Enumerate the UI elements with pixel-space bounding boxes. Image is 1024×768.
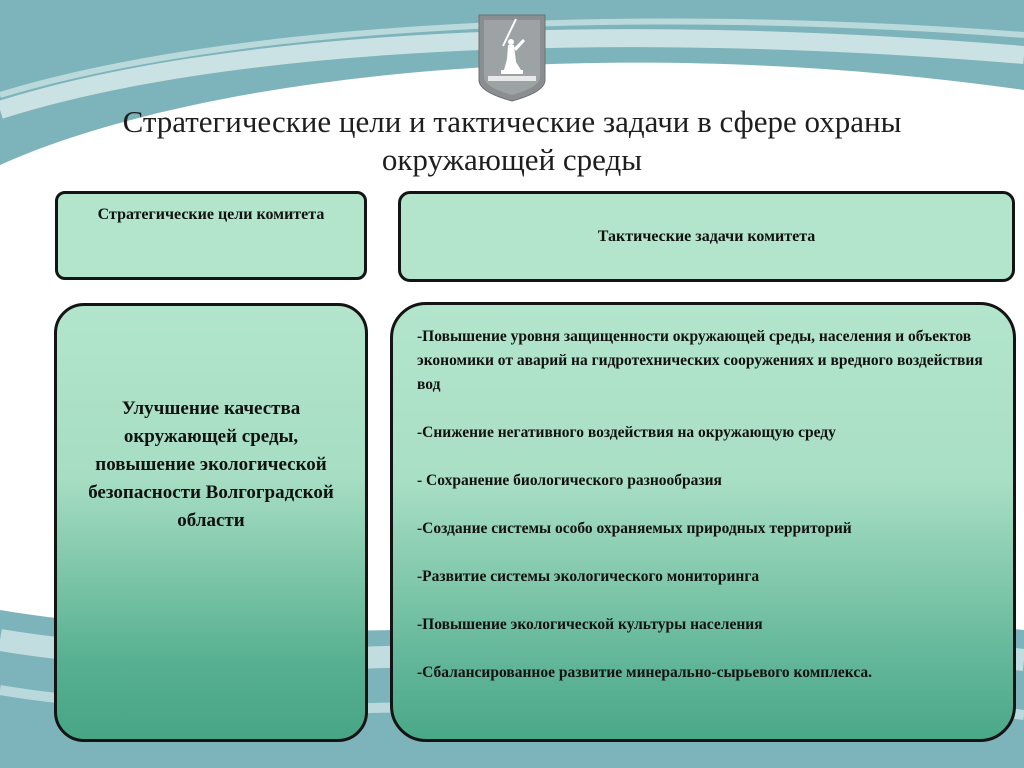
tactical-tasks-panel: [390, 302, 1016, 742]
task-item: - Сохранение биологического разнообразия: [417, 472, 722, 489]
task-item: -Развитие системы экологического мониторинга: [417, 568, 760, 585]
task-item: -Создание системы особо охраняемых природных территорий: [417, 520, 852, 537]
strategic-goal-text: Улучшение качества окружающей среды, повышение экологической безопасности Волгоградской области: [88, 398, 334, 531]
task-item: -Повышение уровня защищенности окружающей среды, населения и объектов экономики от аварий на гидротехнических сооружениях и вредного воздействия вод: [417, 328, 983, 393]
task-item: -Повышение экологической культуры населения: [417, 616, 763, 633]
tactical-tasks-header: Тактические задачи комитета: [398, 191, 1015, 282]
slide-title: Стратегические цели и тактические задачи в сфере охраны окружающей среды: [122, 104, 902, 177]
volgograd-coat-of-arms-icon: [478, 14, 546, 102]
strategic-goal-panel: [54, 303, 368, 742]
task-item: -Сбалансированное развитие минерально-сырьевого комплекса.: [417, 664, 873, 681]
strategic-goals-header: Стратегические цели комитета: [55, 191, 367, 280]
task-item: -Снижение негативного воздействия на окружающую среду: [417, 424, 836, 441]
